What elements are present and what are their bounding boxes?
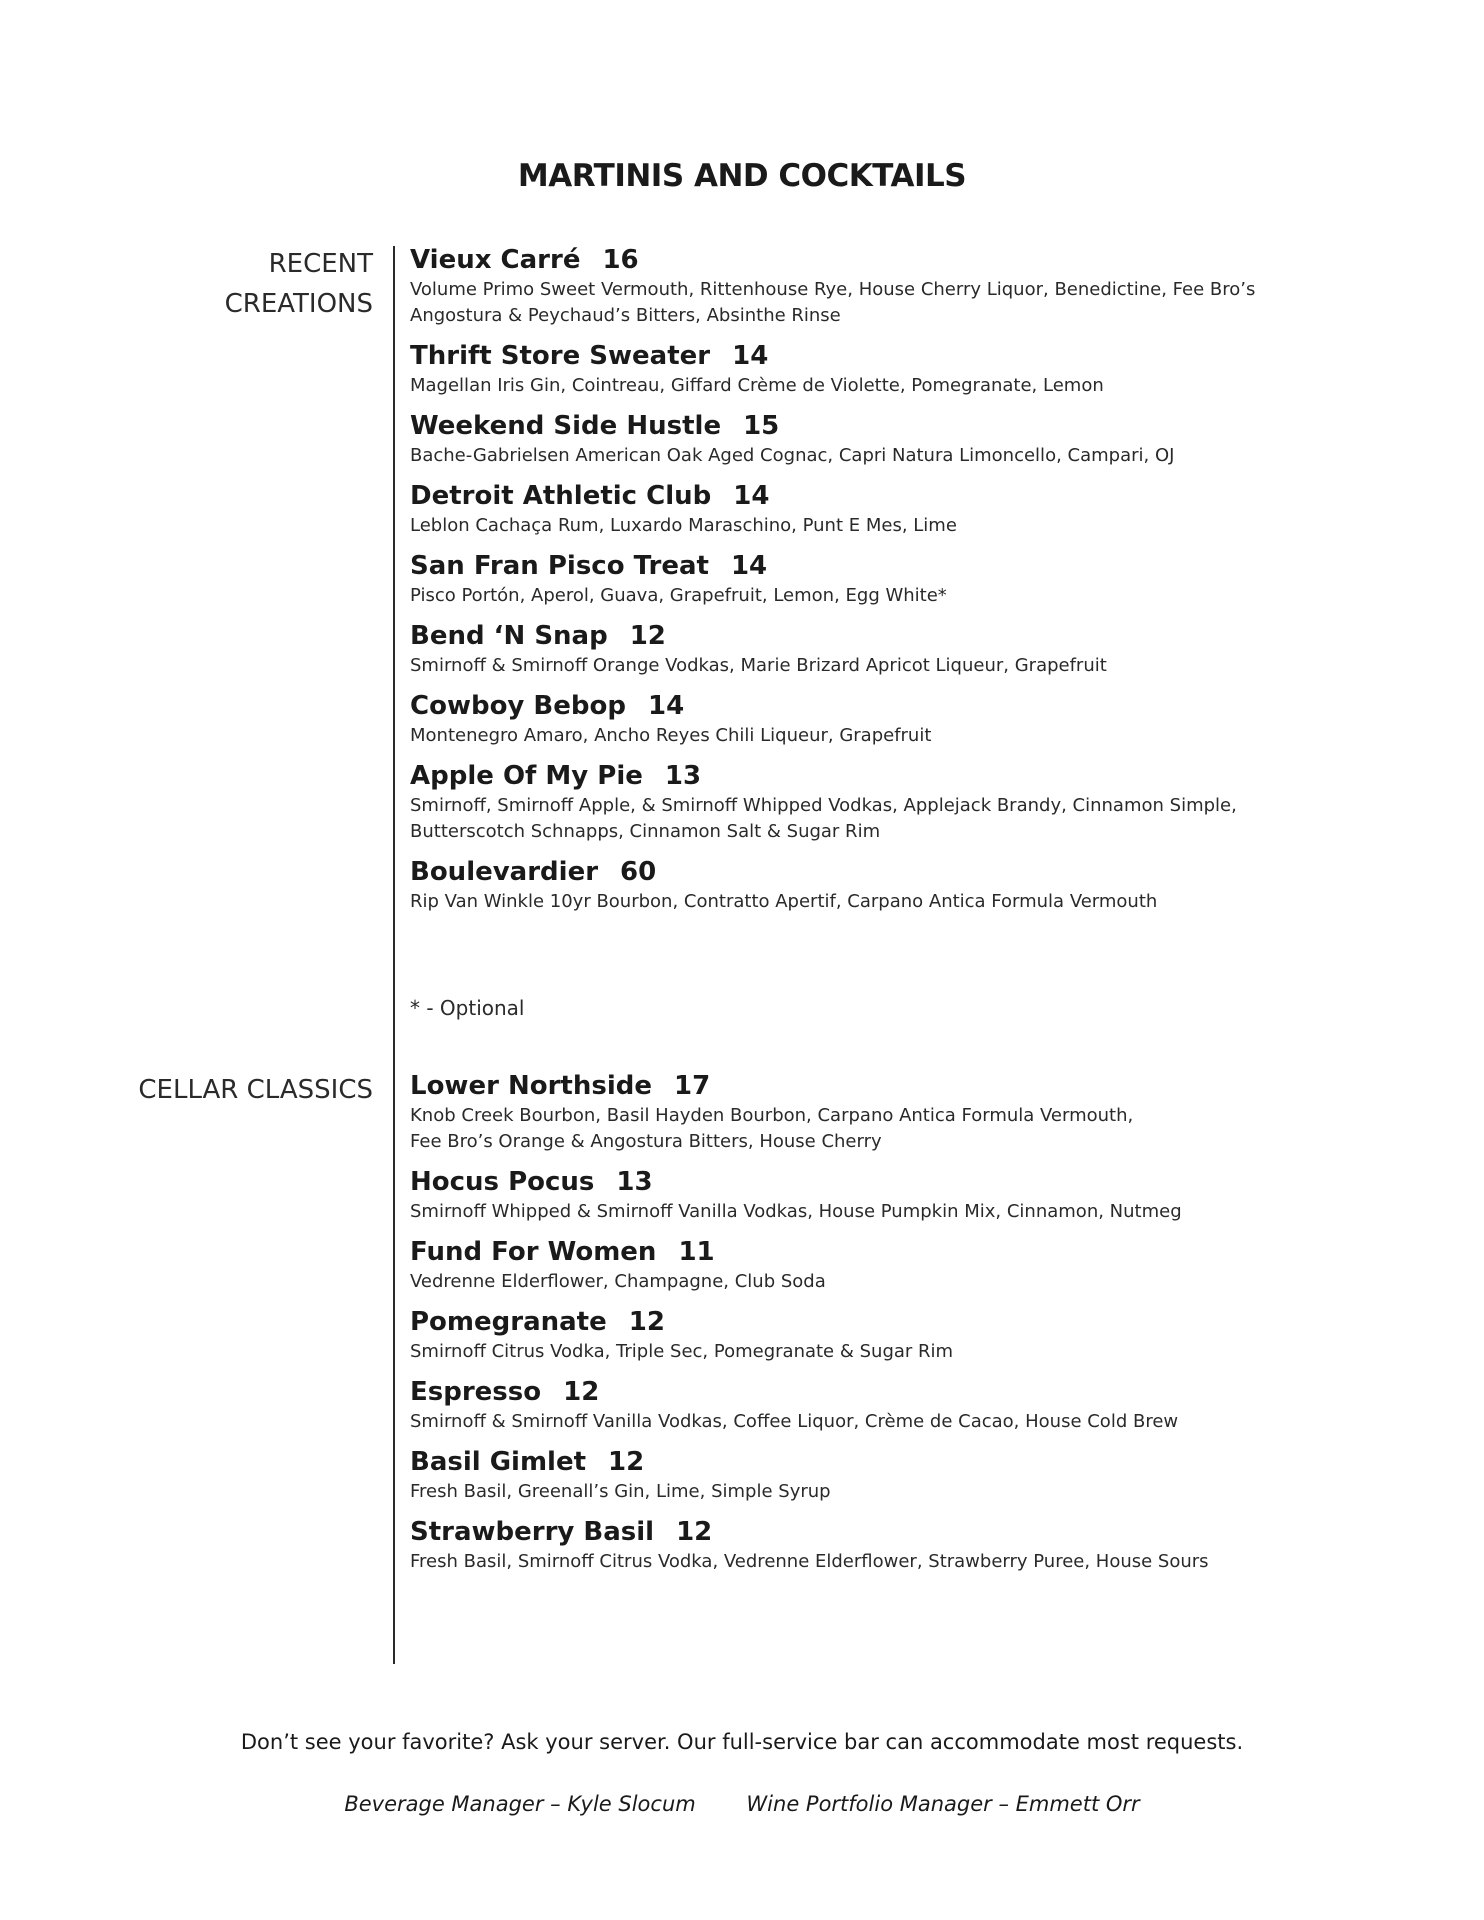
section-label-line: RECENT xyxy=(268,249,373,279)
menu-item-price: 14 xyxy=(733,481,770,511)
menu-item-price: 12 xyxy=(676,1517,713,1547)
menu-item-name: Hocus Pocus xyxy=(410,1167,595,1197)
menu-item-description: Knob Creek Bourbon, Basil Hayden Bourbon, Carpano Antica Formula Vermouth, Fee Bro’s Orange & Angostura Bitters, House Cherry xyxy=(410,1105,1134,1152)
menu-item-description: Bache-Gabrielsen American Oak Aged Cognac, Capri Natura Limoncello, Campari, OJ xyxy=(410,445,1175,466)
menu-item-header xyxy=(410,479,1440,513)
menu-item xyxy=(410,619,1440,689)
menu-item-description: Fresh Basil, Greenall’s Gin, Lime, Simple Syrup xyxy=(410,1481,831,1502)
section-label-cellar-classics: CELLAR CLASSICS xyxy=(138,1075,373,1105)
menu-item-header xyxy=(410,855,1440,889)
menu-item-name: Espresso xyxy=(410,1377,542,1407)
menu-item xyxy=(410,1165,1440,1235)
menu-item-header xyxy=(410,1445,1440,1479)
menu-item-name: Detroit Athletic Club xyxy=(410,481,712,511)
menu-item xyxy=(410,549,1440,619)
menu-item xyxy=(410,689,1440,759)
menu-item xyxy=(410,1305,1440,1375)
menu-item-price: 60 xyxy=(620,857,657,887)
menu-item-price: 14 xyxy=(730,551,768,581)
menu-item-header xyxy=(410,243,1440,277)
menu-item-description: Rip Van Winkle 10yr Bourbon, Contratto Apertif, Carpano Antica Formula Vermouth xyxy=(410,891,1158,912)
menu-item-price: 11 xyxy=(678,1237,715,1267)
menu-item-description: Vedrenne Elderflower, Champagne, Club Soda xyxy=(410,1271,826,1292)
menu-item-price: 12 xyxy=(629,621,666,651)
menu-item-header xyxy=(410,759,1440,793)
wine-manager-credit: Wine Portfolio Manager – Emmett Orr xyxy=(746,1792,1140,1816)
menu-item xyxy=(410,1235,1440,1305)
menu-item-header xyxy=(410,339,1440,373)
menu-item-name: San Fran Pisco Treat xyxy=(410,551,709,581)
menu-item-description: Smirnoff & Smirnoff Vanilla Vodkas, Coffee Liquor, Crème de Cacao, House Cold Brew xyxy=(410,1411,1179,1432)
menu-item-description: Montenegro Amaro, Ancho Reyes Chili Liqueur, Grapefruit xyxy=(410,725,932,746)
menu-item-header xyxy=(410,1375,1440,1409)
menu-item xyxy=(410,1515,1440,1585)
recent-creations-list xyxy=(410,243,1440,925)
optional-footnote: * - Optional xyxy=(410,996,525,1020)
menu-item-description: Leblon Cachaça Rum, Luxardo Maraschino, Punt E Mes, Lime xyxy=(410,515,957,536)
menu-item xyxy=(410,479,1440,549)
menu-item-header xyxy=(410,409,1440,443)
menu-item-price: 17 xyxy=(673,1071,711,1101)
menu-item-description: Fresh Basil, Smirnoff Citrus Vodka, Vedrenne Elderflower, Strawberry Puree, House Sours xyxy=(410,1551,1209,1572)
section-label-recent-creations xyxy=(133,244,373,324)
menu-item-name: Bend ‘N Snap xyxy=(410,621,608,651)
menu-item-header xyxy=(410,1069,1440,1103)
menu-item-description: Pisco Portón, Aperol, Guava, Grapefruit, Lemon, Egg White* xyxy=(410,585,947,606)
menu-item-header xyxy=(410,549,1440,583)
footer-credits xyxy=(0,1792,1484,1816)
section-label-line: CREATIONS xyxy=(224,289,373,319)
menu-item-name: Basil Gimlet xyxy=(410,1447,587,1477)
menu-item xyxy=(410,409,1440,479)
menu-item-header xyxy=(410,1515,1440,1549)
menu-item xyxy=(410,1445,1440,1515)
menu-item-header xyxy=(410,1305,1440,1339)
page-title: MARTINIS AND COCKTAILS xyxy=(517,158,967,194)
menu-item-name: Pomegranate xyxy=(410,1307,607,1337)
menu-item-price: 13 xyxy=(664,761,702,791)
section-divider xyxy=(393,246,395,1664)
menu-item-description: Smirnoff & Smirnoff Orange Vodkas, Marie Brizard Apricot Liqueur, Grapefruit xyxy=(410,655,1107,676)
menu-item-description: Magellan Iris Gin, Cointreau, Giffard Crème de Violette, Pomegranate, Lemon xyxy=(410,375,1104,396)
menu-item-name: Boulevardier xyxy=(410,857,599,887)
menu-item-name: Weekend Side Hustle xyxy=(410,411,722,441)
menu-item xyxy=(410,759,1440,855)
menu-item-price: 13 xyxy=(616,1167,653,1197)
menu-item xyxy=(410,855,1440,925)
menu-item-description: Smirnoff, Smirnoff Apple, & Smirnoff Whipped Vodkas, Applejack Brandy, Cinnamon Simple, Butterscotch Schnapps, Cinnamon Salt & Sugar Rim xyxy=(410,795,1237,842)
menu-item-price: 12 xyxy=(608,1447,645,1477)
menu-item xyxy=(410,339,1440,409)
menu-item-name: Vieux Carré xyxy=(410,245,581,275)
menu-item-description: Smirnoff Citrus Vodka, Triple Sec, Pomegranate & Sugar Rim xyxy=(410,1341,954,1362)
menu-item-price: 14 xyxy=(647,691,685,721)
menu-item-price: 15 xyxy=(743,411,780,441)
menu-item xyxy=(410,243,1440,339)
menu-item xyxy=(410,1375,1440,1445)
footer-note: Don’t see your favorite? Ask your server. Our full-service bar can accommodate most requests. xyxy=(240,1730,1244,1754)
cellar-classics-list xyxy=(410,1069,1440,1585)
menu-item xyxy=(410,1069,1440,1165)
menu-item-name: Apple Of My Pie xyxy=(410,761,643,791)
menu-item-price: 12 xyxy=(563,1377,600,1407)
menu-item-name: Lower Northside xyxy=(410,1071,652,1101)
menu-item-price: 14 xyxy=(732,341,769,371)
menu-item-header xyxy=(410,1165,1440,1199)
menu-item-name: Thrift Store Sweater xyxy=(410,341,711,371)
menu-item-name: Cowboy Bebop xyxy=(410,691,626,721)
menu-item-description: Smirnoff Whipped & Smirnoff Vanilla Vodkas, House Pumpkin Mix, Cinnamon, Nutmeg xyxy=(410,1201,1182,1222)
menu-item-header xyxy=(410,1235,1440,1269)
menu-item-description: Volume Primo Sweet Vermouth, Rittenhouse Rye, House Cherry Liquor, Benedictine, Fee Bro’s Angostura & Peychaud’s Bitters, Absinthe Rinse xyxy=(410,279,1256,326)
menu-item-name: Fund For Women xyxy=(410,1237,657,1267)
menu-item-header xyxy=(410,619,1440,653)
menu-item-header xyxy=(410,689,1440,723)
menu-item-price: 16 xyxy=(602,245,639,275)
menu-item-name: Strawberry Basil xyxy=(410,1517,655,1547)
menu-item-price: 12 xyxy=(628,1307,665,1337)
beverage-manager-credit: Beverage Manager – Kyle Slocum xyxy=(344,1792,696,1816)
